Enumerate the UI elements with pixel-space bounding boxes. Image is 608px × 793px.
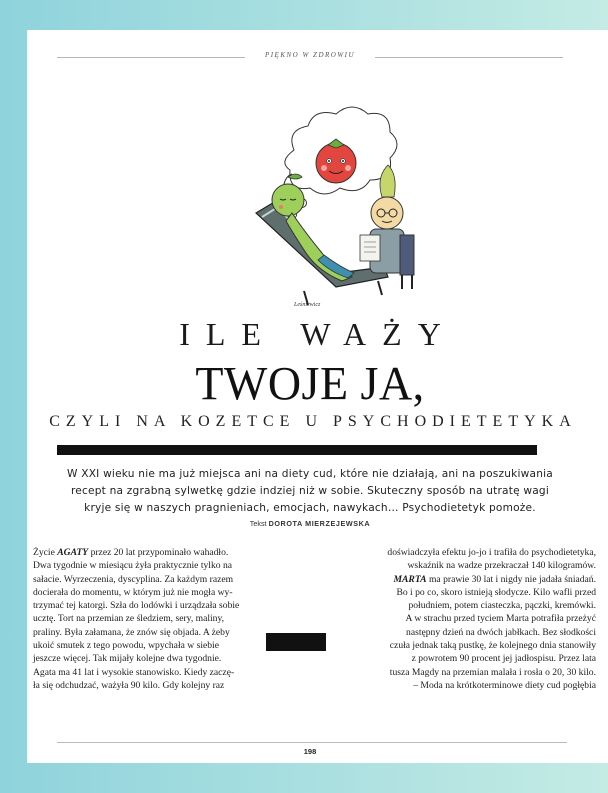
body-line: Życie AGATY przez 20 lat przypominało wahadło.	[33, 547, 229, 558]
body-column-right	[326, 546, 596, 692]
body-line: MARTA ma prawie 30 lat i nigdy nie jadała śniadań.	[393, 573, 596, 585]
body-line: trzymać tej katorgi. Szła do lodówki i urządzała sobie	[33, 600, 240, 612]
body-line: doświadczyła efektu jo-jo i trafiła do psychodietetyka,	[387, 547, 596, 558]
psychodietitian-illustration	[232, 105, 432, 320]
body-line: praliny. Była załamana, że znów się objada. A żeby	[33, 626, 230, 638]
lead-paragraph: W XXI wieku nie ma już miejsca ani na diety cud, które nie działają, ani na poszukiwania recept na zgrabną sylwetkę gdzie indziej niż w sobie. Skuteczny sposób na utratę wagi kryje się w naszych pragnieniach, emocjach, nawykach… Psychodietetyk pomoże.	[67, 468, 553, 514]
page-number: 198	[303, 747, 317, 756]
byline-label: Tekst	[249, 519, 267, 528]
body-line: jeszcze więcej. Tak mijały kolejne dwa tygodnie.	[33, 653, 222, 665]
byline	[27, 519, 593, 528]
body-line: Bo i po co, skoro istnieją słodycze. Kilo wafli przed	[396, 586, 596, 598]
body-line: czuła jednak taką pustkę, że kolejnego dnia stanowiły	[389, 640, 596, 652]
title-divider-bar	[57, 445, 537, 455]
body-line: docierała do momentu, w którym już nie mogła wy-	[33, 586, 233, 598]
person-name-marta: MARTA	[393, 573, 427, 585]
illustration-signature: Leśniewicz	[294, 302, 321, 308]
headline-line-2: TWOJE JA,	[195, 357, 425, 410]
section-label: PIĘKNO W ZDROWIU	[264, 51, 356, 59]
body-line: ukoić smutek z tego powodu, wpychała w siebie	[33, 640, 219, 652]
body-column-left	[33, 546, 291, 692]
column-separator-block	[266, 633, 326, 651]
body-line: – Moda na krótkoterminowe diety cud pogłębia	[413, 679, 596, 691]
magazine-page	[27, 30, 608, 763]
body-line: Agata ma 41 lat i wysokie stanowisko. Kiedy zaczę-	[33, 666, 235, 678]
body-line: ła się odchudzać, ważyła 90 kilo. Gdy kolejny raz	[33, 679, 225, 691]
headline-subtitle: CZYLI NA KOZETCE U PSYCHODIETETYKA	[49, 413, 577, 430]
body-line: ucztę. Tort na przemian ze śledziem, sery, maliny,	[33, 613, 225, 625]
body-line: sałacie. Wyrzeczenia, dyscyplina. Za każdym razem	[33, 573, 234, 585]
person-name-agata: AGATY	[57, 547, 89, 558]
body-line: tusza Magdy na przemian malała i rosła o 20, 30 kilo.	[389, 666, 596, 678]
footer-rule	[57, 742, 567, 743]
body-line: z powrotem 90 procent jej jadłospisu. Przez lata	[411, 653, 596, 665]
body-line: następny dzień na dwóch jabłkach. Bez słodkości	[406, 626, 596, 638]
byline-author: DOROTA MIERZEJEWSKA	[268, 519, 371, 528]
headline-line-1: ILE WAŻY	[179, 316, 457, 352]
body-line: A w strachu przed tyciem Marta potrafiła przeżyć	[405, 613, 596, 625]
body-line: południem, potem ciasteczka, pączki, kremówki.	[408, 600, 596, 612]
body-line: wskaźnik na wadze przekraczał 140 kilogramów.	[407, 560, 596, 572]
body-line: Dwa tygodnie w miesiącu żyła praktycznie tylko na	[33, 560, 233, 572]
